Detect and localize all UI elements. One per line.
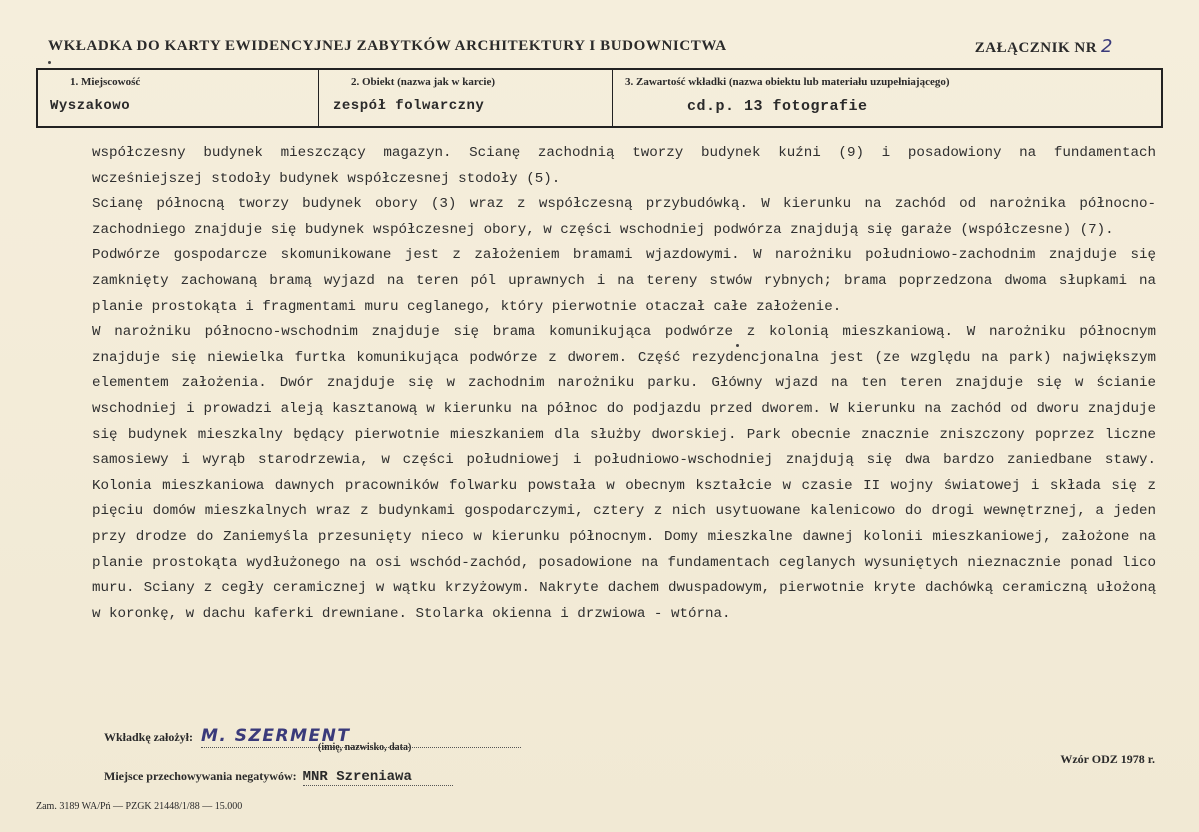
paper-speck xyxy=(48,61,51,64)
annex-number: 2 xyxy=(1101,36,1113,57)
filler-caption: (imię, nazwisko, data) xyxy=(318,742,412,753)
content-label: 3. Zawartość wkładki (nazwa obiektu lub materiału uzupełniającego) xyxy=(625,76,950,88)
object-label: 2. Obiekt (nazwa jak w karcie) xyxy=(351,76,496,88)
description-text xyxy=(92,141,1156,627)
storage-label: Miejsce przechowywania negatywów: xyxy=(104,769,297,783)
model-reference: Wzór ODZ 1978 r. xyxy=(1060,752,1155,766)
paragraph: W narożniku północno-wschodnim znajduje się brama komunikująca podwórze z kolonią mieszkaniową. W narożniku północnym znajduje się niewielka furtka komunikująca podwórze z dworem. Część rezydencjonalna jest (ze względu na park) największym elementem założenia. Dwór znajduje się w zachodnim narożniku parku. Główny wjazd na ten teren znajduje się w ścianie wschodniej i prowadzi aleją kasztanową w kierunku na północ do podjazdu przed dworem. W kierunku na zachód od dworu znajduje się budynek mieszkalny będący pierwotnie mieszkaniem dla służby dworskiej. Park obecnie znacznie zniszczony poprzez liczne samosiewy i wyrąb starodrzewia, w części południowej i południowo-wschodniej znajdują się dwa bardzo zaniedbane stawy. Kolonia mieszkaniowa dawnych pracowników folwarku powstała w obecnym kształcie w czasie II wojny światowej i składa się z pięciu domów mieszkalnych wraz z budynkami gospodarczymi, cztery z nich usytuowane kalenicowo do drogi wewnętrznej, a jeden przy drodze do Zaniemyśla przesunięty nieco w kierunku północnym. Domy mieszkalne dawnej kolonii mieszkaniowej, założone na planie prostokąta wydłużonego na osi wschód-zachód, posadowione na fundamentach ceglanych wysuniętych nieznacznie ponad lico muru. Sciany z cegły ceramicznej w wątku krzyżowym. Nakryte dachem dwuspadowym, pierwotnie kryte dachówką ceramiczną ułożoną w koronkę, w dachu kaferki drewniane. Stolarka okienna i drzwiowa - wtórna. xyxy=(92,324,1156,622)
content-value: cd.p. 13 fotografie xyxy=(687,98,868,115)
locality-cell xyxy=(36,70,318,126)
filler-label: Wkładkę założył: xyxy=(104,730,193,744)
paragraph: Scianę północną tworzy budynek obory (3) wraz z współczesną przybudówką. W kierunku na zachód od narożnika północno-zachodniego znajduje się budynek współczesnej obory, w części wschodniej podwórza znajdują się garaże (współczesne) (7). xyxy=(92,196,1156,238)
annex-heading xyxy=(975,36,1113,57)
object-value: zespół folwarczny xyxy=(333,98,485,114)
locality-label: 1. Miejscowość xyxy=(70,76,141,88)
document-title: WKŁADKA DO KARTY EWIDENCYJNEJ ZABYTKÓW ARCHITEKTURY I BUDOWNICTWA xyxy=(48,38,727,54)
paragraph: współczesny budynek mieszczący magazyn. Scianę zachodnią tworzy budynek kuźni (9) i posadowiony na fundamentach wcześniejszej stodoły budynek współczesnej stodoły (5). xyxy=(92,145,1156,187)
filler-row xyxy=(104,726,521,748)
annex-label: ZAŁĄCZNIK NR xyxy=(974,40,1098,56)
object-cell xyxy=(318,70,612,126)
filler-signature: M. SZERMENT xyxy=(201,726,521,748)
paragraph: Podwórze gospodarcze skomunikowane jest z założeniem bramami wjazdowymi. W narożniku południowo-zachodnim znajduje się zamknięty zachowaną bramą wyjazd na teren pól uprawnych i na tereny stwów rybnych; brama poprzedzona dwoma słupkami na planie prostokąta i fragmentami muru ceglanego, który pierwotnie otaczał całe założenie. xyxy=(92,247,1156,315)
content-cell xyxy=(612,70,1163,126)
print-reference: Zam. 3189 WA/Pń — PZGK 21448/1/88 — 15.000 xyxy=(36,801,243,812)
locality-value: Wyszakowo xyxy=(50,98,131,114)
storage-value: MNR Szreniawa xyxy=(303,769,453,786)
field-table xyxy=(36,70,1163,128)
storage-row xyxy=(104,769,453,786)
paper-speck xyxy=(736,344,739,347)
